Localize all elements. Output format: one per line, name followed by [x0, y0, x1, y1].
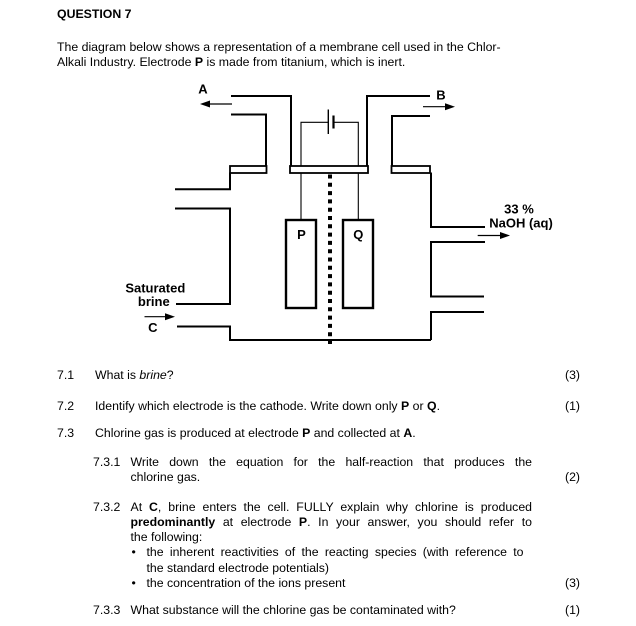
electrode-q	[343, 220, 373, 308]
lid-center	[290, 166, 368, 173]
lid-left	[230, 166, 267, 173]
question-7-3-3	[93, 603, 580, 618]
marks-badge: (2)	[564, 470, 580, 485]
bullet-icon: •	[131, 545, 136, 560]
naoh-label-line2: NaOH (aq)	[489, 215, 553, 231]
cell-lid	[230, 166, 430, 173]
question-number: 7.3.1	[93, 455, 121, 469]
marks-badge: (3)	[564, 368, 580, 382]
right-wall-lower	[431, 312, 484, 340]
question-text: What is brine?	[95, 368, 174, 382]
text-line: chlorine gas.	[130, 470, 201, 485]
question-text	[131, 455, 533, 486]
question-number: 7.3.2	[93, 499, 121, 514]
outlet-pipe-a-outer	[231, 96, 291, 166]
electrode-q-label: Q	[353, 227, 364, 242]
intro-paragraph	[57, 40, 501, 71]
electrode-wires	[301, 173, 358, 220]
arrow-a-head	[200, 101, 210, 108]
marks-badge: (3)	[564, 575, 580, 590]
outlet-b-annotation	[423, 88, 455, 111]
text-line: Write down the equation for the half-reaction that produces the	[130, 455, 532, 469]
question-title: QUESTION 7	[57, 6, 132, 21]
question-number: 7.3.3	[93, 602, 121, 617]
outlet-pipe-a-inner	[231, 115, 266, 167]
brine-label-line1: Saturated	[125, 280, 186, 296]
bullet-icon: •	[131, 575, 136, 590]
battery-wire-left	[301, 122, 328, 166]
text-line: At C, brine enters the cell. FULLY explain why chlorine is produced	[130, 499, 532, 514]
bullet-item-1	[131, 545, 524, 576]
naoh-outlet-annotation	[478, 202, 553, 240]
text-line: the standard electrode potentials)	[146, 560, 330, 575]
outlet-a-annotation	[198, 82, 232, 108]
naoh-label-line1: 33 %	[504, 201, 534, 217]
question-7-2	[57, 399, 580, 414]
electrode-p-label: P	[297, 227, 306, 242]
question-text: Chlorine gas is produced at electrode P and collected at A.	[95, 426, 416, 440]
arrow-c-head	[165, 313, 175, 320]
question-7-1	[57, 368, 580, 383]
outlet-a-label: A	[198, 81, 208, 97]
text-line: the inherent reactivities of the reacting species (with reference to	[146, 545, 524, 560]
brine-inlet-annotation	[125, 281, 185, 336]
arrow-naoh-head	[500, 232, 510, 239]
left-wall-lower-and-bottom	[177, 327, 431, 341]
membrane-cell-diagram	[0, 80, 636, 360]
intro-line-2: Alkali Industry. Electrode P is made from titanium, which is inert.	[57, 55, 406, 70]
arrow-b-head	[445, 103, 455, 110]
inlet-c-label: C	[148, 320, 158, 335]
battery-wire-right	[334, 122, 359, 166]
outlet-b-label: B	[436, 87, 446, 103]
question-number: 7.1	[57, 368, 75, 382]
right-wall-middle	[431, 242, 485, 297]
question-7-3-2	[93, 500, 580, 592]
text-line: the concentration of the ions present	[146, 575, 346, 590]
outlet-pipe-b-outer	[367, 96, 430, 166]
text-line: the following:	[130, 530, 203, 545]
lid-right	[392, 166, 431, 173]
question-text: What substance will the chlorine gas be contaminated with?	[130, 602, 456, 617]
question-text: Identify which electrode is the cathode. Write down only P or Q.	[95, 399, 440, 413]
brine-label-line2: brine	[137, 294, 170, 309]
electrode-p	[286, 220, 316, 308]
left-wall-upper	[175, 173, 230, 190]
right-wall-upper	[431, 173, 485, 228]
text-line: predominantly at electrode P. In your answer, you should refer to	[130, 514, 532, 529]
question-7-3-1	[93, 455, 580, 486]
marks-badge: (1)	[564, 602, 580, 617]
battery-circuit	[301, 110, 358, 167]
intro-line-1: The diagram below shows a representation of a membrane cell used in the Chlor-	[57, 40, 501, 54]
question-number: 7.3	[57, 426, 75, 440]
question-text	[131, 500, 533, 546]
bullet-item-2	[131, 575, 524, 591]
question-7-3	[57, 426, 580, 441]
marks-badge: (1)	[564, 399, 580, 413]
outlet-pipe-b-inner	[392, 116, 430, 166]
question-number: 7.2	[57, 399, 75, 413]
